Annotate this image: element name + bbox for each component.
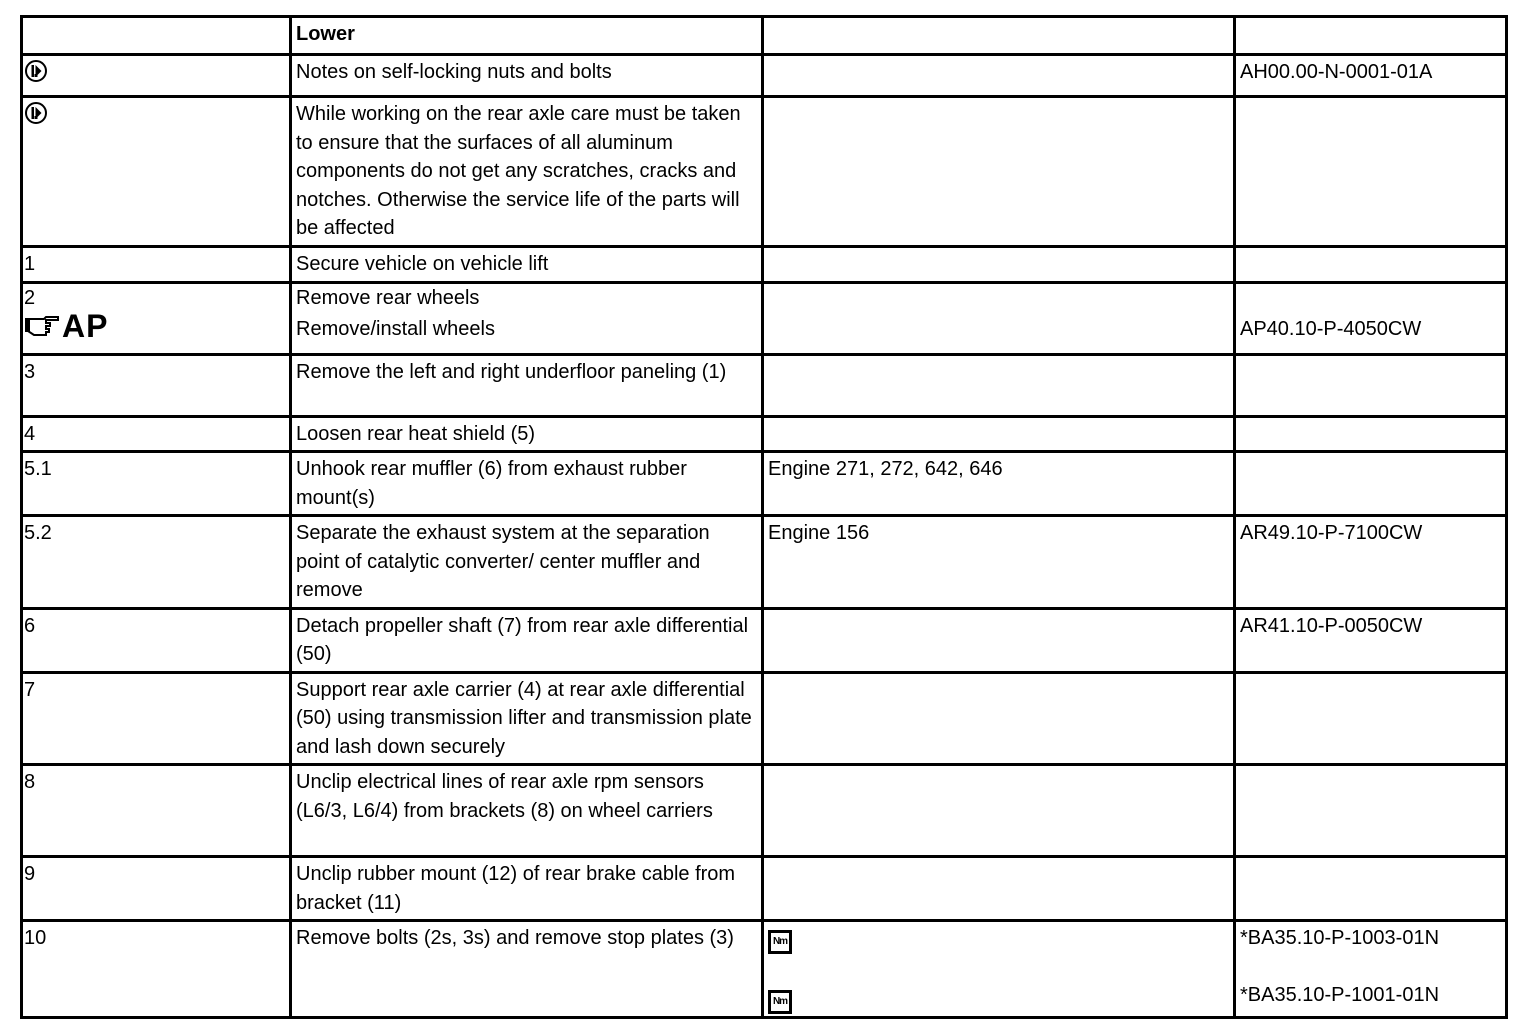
step-cell <box>22 97 291 247</box>
table-row <box>22 282 1507 354</box>
torque-nm-icon: Nm <box>768 990 792 1014</box>
header-cell-condition <box>763 17 1235 55</box>
header-lower-label: Lower <box>296 23 355 45</box>
text-cell <box>291 416 763 452</box>
text-cell <box>291 354 763 416</box>
step-text: Unclip electrical lines of rear axle rpm sensors (L6/3, L6/4) from brackets (8) on wheel carriers <box>296 771 713 822</box>
reference-cell <box>1235 765 1507 857</box>
step-number: 5.2 <box>24 522 52 544</box>
condition-cell <box>763 857 1235 921</box>
condition-cell <box>763 608 1235 672</box>
procedure-table <box>20 15 1508 1019</box>
step-cell <box>22 246 291 282</box>
step-number: 8 <box>24 771 36 793</box>
step-text: Secure vehicle on vehicle lift <box>296 252 549 275</box>
step-number: 10 <box>24 927 47 949</box>
text-cell <box>291 282 763 354</box>
reference-cell[interactable] <box>1235 55 1507 97</box>
reference-link[interactable]: AH00.00-N-0001-01A <box>1240 61 1433 83</box>
table-row <box>22 97 1507 247</box>
text-cell <box>291 608 763 672</box>
table-row <box>22 765 1507 857</box>
reference-link[interactable]: AR49.10-P-7100CW <box>1240 522 1423 544</box>
torque-nm-icon: Nm <box>768 930 792 954</box>
step-number: 3 <box>24 360 36 383</box>
text-cell <box>291 97 763 247</box>
text-cell <box>291 452 763 516</box>
table-row <box>22 608 1507 672</box>
condition-cell <box>763 516 1235 609</box>
reference-cell[interactable] <box>1235 921 1507 1018</box>
table-row <box>22 55 1507 97</box>
step-text: While working on the rear axle care must be taken to ensure that the surfaces of all aluminum components do not get any scratches, cracks and notches. Otherwise the service life of the parts will be affected <box>296 103 741 239</box>
condition-cell <box>763 765 1235 857</box>
table-row <box>22 672 1507 765</box>
text-cell <box>291 921 763 1018</box>
step-cell <box>22 857 291 921</box>
step-cell <box>22 921 291 1018</box>
pointing-hand-icon <box>24 311 60 341</box>
step-text: Remove bolts (2s, 3s) and remove stop plates (3) <box>296 927 734 949</box>
reference-cell[interactable] <box>1235 282 1507 354</box>
condition-cell <box>763 354 1235 416</box>
step-cell <box>22 516 291 609</box>
info-stop-icon <box>24 101 48 125</box>
table-row <box>22 921 1507 1018</box>
text-cell <box>291 55 763 97</box>
table-row <box>22 516 1507 609</box>
step-cell <box>22 608 291 672</box>
info-stop-icon <box>24 59 48 83</box>
reference-link[interactable]: *BA35.10-P-1003-01N <box>1240 927 1440 949</box>
step-text: Loosen rear heat shield (5) <box>296 422 536 445</box>
reference-cell <box>1235 672 1507 765</box>
step-number: 1 <box>24 252 36 275</box>
step-cell <box>22 354 291 416</box>
step-cell <box>22 765 291 857</box>
reference-cell[interactable] <box>1235 516 1507 609</box>
header-cell-reference <box>1235 17 1507 55</box>
condition-cell <box>763 97 1235 247</box>
table-row <box>22 354 1507 416</box>
step-text: Notes on self-locking nuts and bolts <box>296 61 612 83</box>
step-text: Support rear axle carrier (4) at rear axle differential (50) using transmission lifter and transmission plate and lash down securely <box>296 678 752 758</box>
table-row <box>22 416 1507 452</box>
reference-cell[interactable] <box>1235 608 1507 672</box>
condition-cell <box>763 246 1235 282</box>
step-subtext: Remove/install wheels <box>296 317 495 340</box>
step-text: Detach propeller shaft (7) from rear axle differential (50) <box>296 614 749 665</box>
step-number: 4 <box>24 422 36 445</box>
ap-reference-icon <box>24 307 109 344</box>
step-text: Separate the exhaust system at the separation point of catalytic converter/ center muffler and remove <box>296 522 710 601</box>
table-row <box>22 452 1507 516</box>
reference-link[interactable]: AR41.10-P-0050CW <box>1240 614 1423 637</box>
step-cell <box>22 282 291 354</box>
text-cell <box>291 246 763 282</box>
reference-cell <box>1235 416 1507 452</box>
text-cell <box>291 672 763 765</box>
step-text: Remove rear wheels <box>296 286 480 309</box>
reference-cell <box>1235 857 1507 921</box>
header-cell-step <box>22 17 291 55</box>
step-number: 2 <box>24 286 36 309</box>
reference-link[interactable]: AP40.10-P-4050CW <box>1240 317 1422 340</box>
reference-cell <box>1235 452 1507 516</box>
condition-text: Engine 271, 272, 642, 646 <box>768 458 1003 480</box>
condition-cell <box>763 282 1235 354</box>
table-row <box>22 857 1507 921</box>
step-number: 5.1 <box>24 458 52 480</box>
condition-cell <box>763 55 1235 97</box>
step-number: 6 <box>24 614 36 637</box>
table-header-row <box>22 17 1507 55</box>
header-cell-lower <box>291 17 763 55</box>
reference-cell <box>1235 246 1507 282</box>
reference-cell <box>1235 354 1507 416</box>
condition-cell <box>763 921 1235 1018</box>
table-row <box>22 246 1507 282</box>
step-text: Unclip rubber mount (12) of rear brake cable from bracket (11) <box>296 863 736 914</box>
step-number: 7 <box>24 678 36 701</box>
step-cell <box>22 416 291 452</box>
condition-text: Engine 156 <box>768 522 870 544</box>
reference-link[interactable]: *BA35.10-P-1001-01N <box>1240 983 1440 1006</box>
step-cell <box>22 55 291 97</box>
text-cell <box>291 765 763 857</box>
reference-cell <box>1235 97 1507 247</box>
step-cell <box>22 672 291 765</box>
text-cell <box>291 516 763 609</box>
step-text: Remove the left and right underfloor paneling (1) <box>296 360 727 383</box>
ap-label: AP <box>62 307 109 344</box>
condition-cell <box>763 416 1235 452</box>
step-text: Unhook rear muffler (6) from exhaust rubber mount(s) <box>296 458 687 509</box>
condition-cell <box>763 672 1235 765</box>
step-number: 9 <box>24 863 36 885</box>
condition-cell <box>763 452 1235 516</box>
text-cell <box>291 857 763 921</box>
step-cell <box>22 452 291 516</box>
